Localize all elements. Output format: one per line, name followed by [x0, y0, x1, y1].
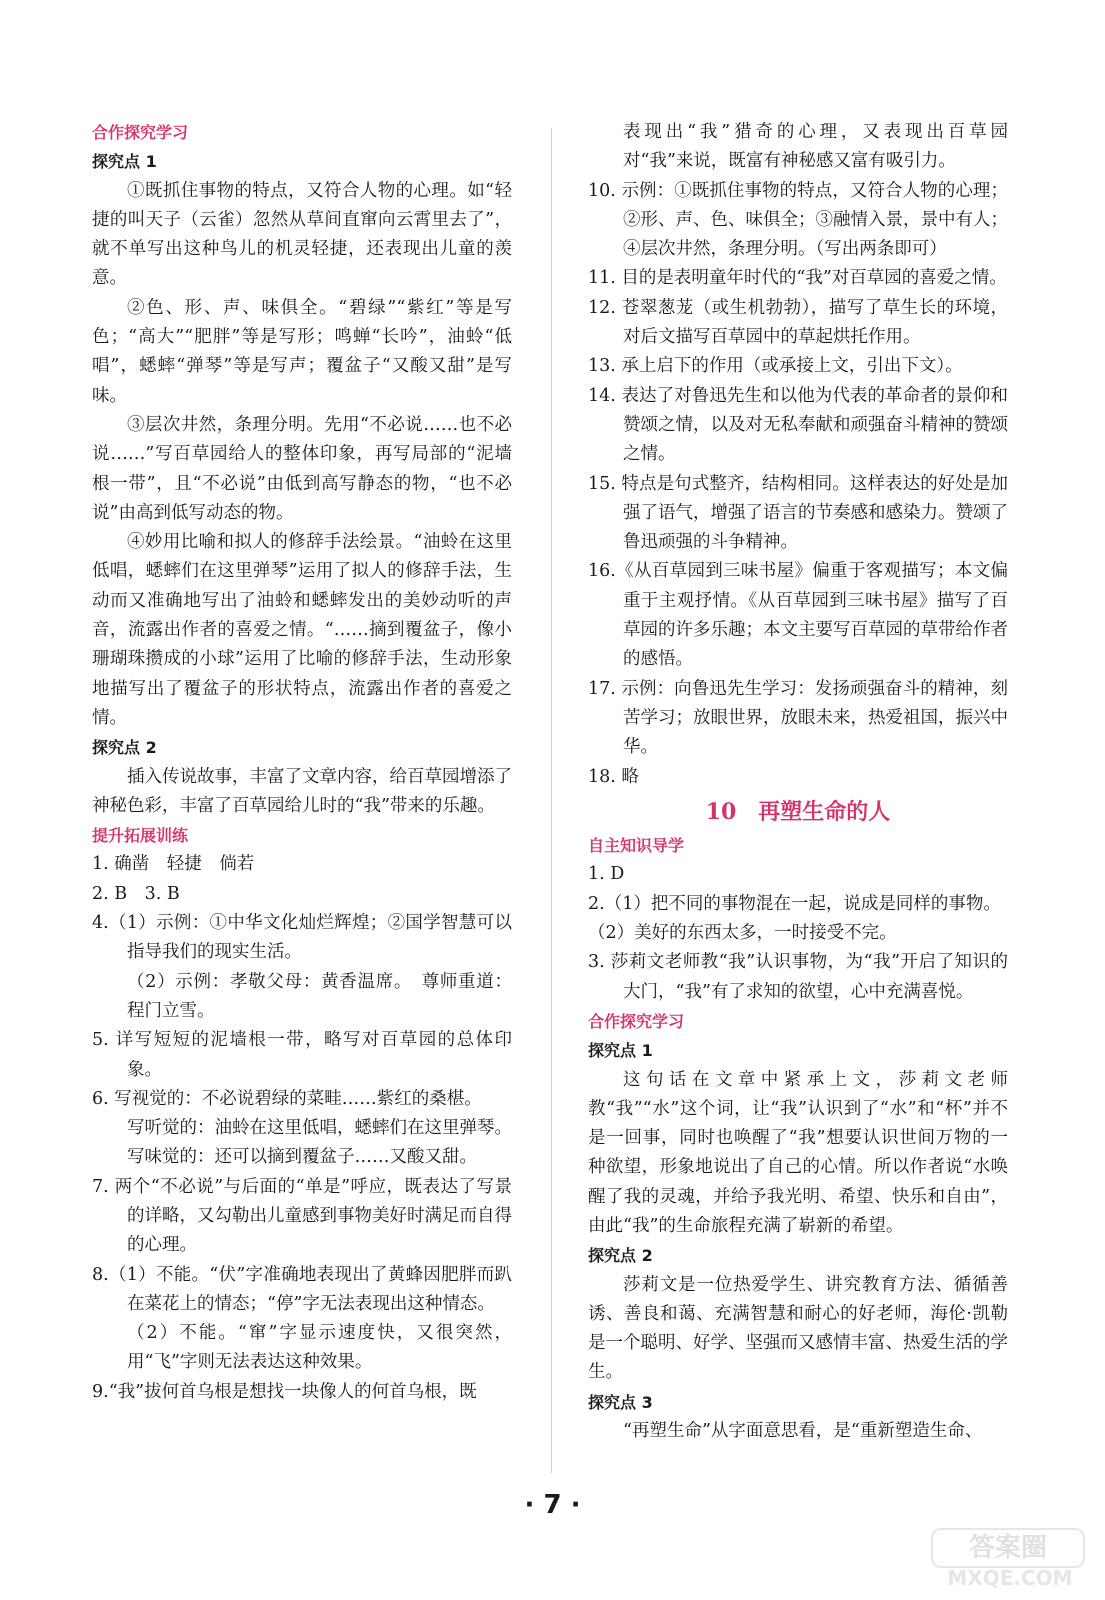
chapter-title: 10 再塑生命的人 [705, 798, 891, 825]
answer-subitem: 写听觉的：油蛉在这里低唱，蟋蟀们在这里弹琴。 [127, 1118, 512, 1139]
inquiry-point-heading: 探究点 3 [588, 1392, 653, 1412]
watermark [935, 1528, 1085, 1590]
answer-subitem: （2）示例：孝敬父母：黄香温席。 尊师重道：程门立雪。 [127, 971, 512, 1021]
inquiry-point-heading: 探究点 2 [92, 738, 157, 758]
answer-item: 8.（1）不能。“伏”字准确地表现出了黄蜂因肥胖而趴在菜花上的情态；“停”字无法表现出这种情态。 [92, 1264, 512, 1314]
answer-subitem: （2）美好的东西太多，一时接受不完。 [588, 923, 897, 944]
answer-item: 2. B 3. B [92, 883, 180, 904]
answer-item: 7. 两个“不必说”与后面的“单是”呼应，既表达了写景的详略，又勾勒出儿童感到事物美好时满足而自得的心理。 [92, 1176, 512, 1256]
section-heading: 合作探究学习 [92, 123, 189, 142]
answer-item: 10. 示例：①既抓住事物的特点，又符合人物的心理；②形、声、色、味俱全；③融情入景，景中有人；④层次井然，条理分明。（写出两条即可） [588, 180, 1008, 260]
watermark-url: MXQE.COM [947, 1566, 1073, 1590]
section-heading: 提升拓展训练 [92, 826, 189, 846]
left-column [92, 118, 512, 1407]
paragraph: 莎莉文是一位热爱学生、讲究教育方法、循循善诱、善良和蔼、充满智慧和耐心的好老师，海伦·凯勒是一个聪明、好学、坚强而又感情丰富、热爱生活的学生。 [588, 1274, 1008, 1383]
inquiry-point-heading: 探究点 2 [588, 1246, 653, 1266]
answer-item: 18. 略 [588, 766, 639, 787]
answer-item: 16.《从百草园到三味书屋》偏重于客观描写；本文偏重于主观抒情。《从百草园到三味书屋》描写了百草园的许多乐趣；本文主要写百草园的草带给作者的感悟。 [588, 561, 1008, 670]
answer-item: 11. 目的是表明童年时代的“我”对百草园的喜爱之情。 [588, 268, 1007, 289]
paragraph: ④妙用比喻和拟人的修辞手法绘景。“油蛉在这里低唱，蟋蟀们在这里弹琴”运用了拟人的修辞手法，生动而又准确地写出了油蛉和蟋蟀发出的美妙动听的声音，流露出作者的喜爱之情。“……摘到覆盆子，像小珊瑚珠攒成的小球”运用了比喻的修辞手法，生动形象地描写出了覆盆子的形状特点，流露出作者的喜爱之情。 [92, 532, 512, 728]
page-number: · 7 · [524, 1490, 581, 1520]
answer-item: 1. 确凿 轻捷 倘若 [92, 854, 255, 875]
answer-item: 17. 示例：向鲁迅先生学习：发扬顽强奋斗的精神，刻苦学习；放眼世界，放眼未来，热爱祖国，振兴中华。 [588, 678, 1008, 758]
paragraph: ③层次井然，条理分明。先用“不必说……也不必说……”写百草园给人的整体印象，再写局部的“泥墙根一带”，且“不必说”由低到高写静态的物，“也不必说”由高到低写动态的物。 [92, 414, 512, 523]
answer-item: 5. 详写短短的泥墙根一带，略写对百草园的总体印象。 [92, 1030, 512, 1080]
answer-item: 6. 写视觉的：不必说碧绿的菜畦……紫红的桑椹。 [92, 1088, 482, 1109]
paragraph: ①既抓住事物的特点，又符合人物的心理。如“轻捷的叫天子（云雀）忽然从草间直窜向云霄里去了”，就不单写出这种鸟儿的机灵轻捷，还表现出儿童的羡意。 [92, 180, 512, 289]
answer-item: 2.（1）把不同的事物混在一起，说成是同样的事物。 [588, 893, 1001, 914]
answer-item: 4.（1）示例：①中华文化灿烂辉煌；②国学智慧可以指导我们的现实生活。 [92, 913, 512, 963]
paragraph: 插入传说故事，丰富了文章内容，给百草园增添了神秘色彩，丰富了百草园给儿时的“我”带来的乐趣。 [92, 766, 512, 816]
paragraph: ②色、形、声、味俱全。“碧绿”“紫红”等是写色；“高大”“肥胖”等是写形；鸣蝉“长吟”，油蛉“低唱”，蟋蟀“弹琴”等是写声；覆盆子“又酸又甜”是写味。 [92, 297, 512, 406]
answer-continuation: 表现出“我”猎奇的心理，又表现出百草园对“我”来说，既富有神秘感又富有吸引力。 [623, 122, 1008, 172]
answer-item: 13. 承上启下的作用（或承接上文，引出下文）。 [588, 356, 963, 377]
watermark-logo-icon: 答案圈 [931, 1528, 1085, 1568]
right-column [588, 118, 1008, 1446]
inquiry-point-heading: 探究点 1 [588, 1041, 653, 1061]
answer-subitem: （2）不能。“窜”字显示速度快，又很突然，用“飞”字则无法表达这种效果。 [127, 1323, 512, 1373]
answer-item: 1. D [588, 864, 625, 885]
paragraph: “再塑生命”从字面意思看，是“重新塑造生命、 [623, 1421, 983, 1442]
answer-item: 14. 表达了对鲁迅先生和以他为代表的革命者的景仰和赞颂之情，以及对无私奉献和顽强奋斗精神的赞颂之情。 [588, 385, 1008, 465]
answer-item: 3. 莎莉文老师教“我”认识事物，为“我”开启了知识的大门，“我”有了求知的欲望，心中充满喜悦。 [588, 952, 1008, 1002]
column-divider [551, 128, 552, 1473]
answer-subitem: 写味觉的：还可以摘到覆盆子……又酸又甜。 [127, 1147, 477, 1168]
answer-item: 15. 特点是句式整齐，结构相同。这样表达的好处是加强了语气，增强了语言的节奏感和感染力。赞颂了鲁迅顽强的斗争精神。 [588, 473, 1008, 553]
paragraph: 这句话在文章中紧承上文，莎莉文老师教“我”“水”这个词，让“我”认识到了“水”和“杯”并不是一回事，同时也唤醒了“我”想要认识世间万物的一种欲望，形象地说出了自己的心情。所以作者说“水唤醒了我的灵魂，并给予我光明、希望、快乐和自由”，由此“我”的生命旅程充满了崭新的希望。 [588, 1069, 1008, 1236]
answer-item: 12. 苍翠葱茏（或生机勃勃），描写了草生长的环境，对后文描写百草园中的草起烘托作用。 [588, 297, 1008, 348]
section-heading: 自主知识导学 [588, 836, 685, 856]
inquiry-point-heading: 探究点 1 [92, 152, 157, 172]
section-heading: 合作探究学习 [588, 1011, 685, 1031]
answer-item: 9.“我”拔何首乌根是想找一块像人的何首乌根，既 [92, 1381, 477, 1402]
